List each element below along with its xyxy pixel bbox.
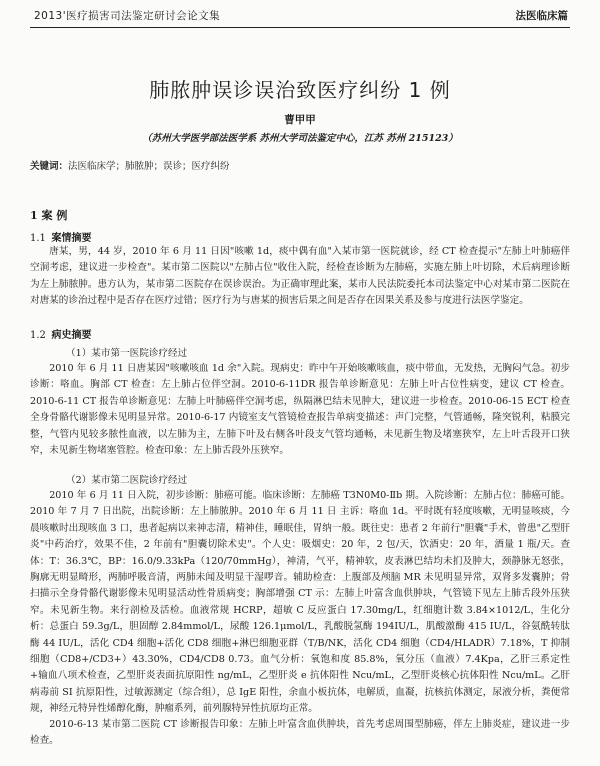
- keywords-label: 关键词：: [30, 161, 69, 172]
- subsection-number: 1.2: [30, 330, 46, 341]
- keywords-text: 法医临床学；肺脓肿；误诊；医疗纠纷: [68, 161, 230, 172]
- running-header-right: 法医临床篇: [515, 10, 568, 22]
- subsection-number: 1.1: [30, 233, 46, 244]
- keywords: [30, 158, 230, 172]
- ct-report-paragraph: 2010-6-13 某市第二医院 CT 诊断报告印象：左肺上叶富含血供肿块，首先考虑周围型肺癌，伴左上肺炎症，建议进一步检查。: [30, 719, 570, 747]
- running-header-left: 2013'医疗损害司法鉴定研讨会论文集: [34, 10, 221, 22]
- article-title: 肺脓肿误诊误治致医疗纠纷 1 例: [149, 78, 451, 102]
- header-rule: [30, 27, 570, 28]
- subsection-title: 案情摘要: [51, 233, 92, 244]
- article-author: 曹甲甲: [284, 114, 316, 126]
- case-summary-paragraph: 唐某，男，44 岁，2010 年 6 月 11 日因"咳嗽 1d，痰中偶有血"入某市第一医院就诊，经 CT 检查提示"左肺上叶肺癌伴空洞考虑，建议进一步检查"。某市第二医院以"左肺占位"收住入院，经检查诊断为左肺癌，实施左肺上叶切除，术后病理诊断为左上肺脓肿。患方认为，某市第二医院存在误诊误治。为正确审理此案，某市人民法院委托本司法鉴定中心对某市第二医院在对唐某的诊治过程中是否存在医疗过错；医疗行为与唐某的损害后果之间是否存在因果关系及参与度进行法医学鉴定。: [30, 246, 570, 307]
- item-second-hospital: （2）某市第二医院诊疗经过: [66, 475, 188, 486]
- subsection-1-1: [30, 229, 91, 244]
- item-first-hospital: （1）某市第一医院诊疗经过: [66, 348, 188, 359]
- subsection-title: 病史摘要: [51, 330, 92, 341]
- first-hospital-paragraph: 2010 年 6 月 11 日唐某因"咳嗽咳血 1d 余"入院。现病史：昨中午开始咳嗽咳血，痰中带血，无发热，无胸闷气急。初步诊断：咯血。胸部 CT 检查：左上肺占位伴空洞。2010-6-11DR 报告单诊断意见：左肺上叶占位性病变，建议 CT 检查。2010-6-11 CT 报告单诊断意见：左肺上叶肺癌伴空洞考虑，纵隔淋巴结未见肿大，建议进一步检查。2010-06-15 ECT 检查全身骨骼代谢影像未见明显异常。2010-6-17 内镜室支气管镜检查报告单病变描述：声门完整，气管通畅，隆突锐利，粘膜完整，气管内见较多脓性血液，以左肺为主，左肺下叶及右侧各叶段支气管均通畅，未见新生物及堵塞狭窄，左上叶舌段开口狭窄，未见新生物堵塞管腔。检查印象：左上肺舌段外压狭窄。: [30, 363, 570, 457]
- second-hospital-paragraph: 2010 年 6 月 11 日入院，初步诊断：肺癌可能。临床诊断：左肺癌 T3N0M0-Ⅱb 期。入院诊断：左肺占位：肺癌可能。2010 年 7 月 7 日出院，出院诊断：左上肺脓肿。2010 年 6 月 11 日 主诉：咯血 1d。平时既有轻度咳嗽，无明显咳痰，今晨咳嗽时出现咳血 3 口，患者起病以来神志清，精神佳，睡眠佳，胃纳一般。既往史：患者 2 年前行"胆囊"手术，曾患"乙型肝炎"中药治疗，效果不佳，2 年前有"胆囊切除术史"。个人史：吸烟史：20 年，2 包/天，饮酒史：20 年，酒量 1 瓶/天。查体：T：36.3℃，BP：16.0/9.33kPa（120/70mmHg），神清，气平，精神软，皮表淋巴结均未扪及肿大，颈静脉无怒张，胸廓无明显畸形，两肺呼吸音清，两肺未闻及明显干湿啰音。辅助检查：上腹部及颅脑 MR 未见明显异常，双肾多发囊肿；骨扫描示全身骨骼代谢影像未见明显活动性骨质病变；胸部增强 CT 示：左肺上叶富含血供肿块，气管镜下见左上肺舌段外压狭窄。未见新生物。来行剖检及活检。血液常规 HCRP，超敏 C 反应蛋白 17.30mg/L，红细胞计数 3.84×1012/L，生化分析：总蛋白 59.3g/L，胆固醇 2.84mmol/L，尿酸 126.1μmol/L，乳酸脱氢酶 194IU/L，肌酸激酶 415 IU/L，谷氨酰转肽酶 44 IU/L，活化 CD4 细胞+活化 CD8 细胞+淋巴细胞亚群（T/B/NK，活化 CD4 细胞（CD4/HLADR）7.18%，T 抑制细胞（CD8+/CD3+）43.30%，CD4/CD8 0.73。血气分析：氧饱和度 85.8%，氧分压（血液）7.4Kpa，乙肝三系定性+输血八项术检查，乙型肝炎表面抗原阳性 ng/mL，乙型肝炎 e 抗体阳性 Ncu/mL，乙型肝炎核心抗体阳性 Ncu/mL。乙肝病毒前 SI 抗原阳性，过敏源测定（综合组），总 IgE 阳性，余血小板抗体，电解质，血凝，抗核抗体测定，尿液分析，粪便常规，神经元特异性烯醇化酶，肿瘤系列，前列腺特异性抗原均正常。: [30, 490, 570, 715]
- author-affiliation: （苏州大学医学部法医学系 苏州大学司法鉴定中心，江苏 苏州 215123）: [142, 133, 458, 144]
- subsection-1-2: [30, 326, 91, 341]
- section-heading-case: 1 案 例: [30, 209, 68, 222]
